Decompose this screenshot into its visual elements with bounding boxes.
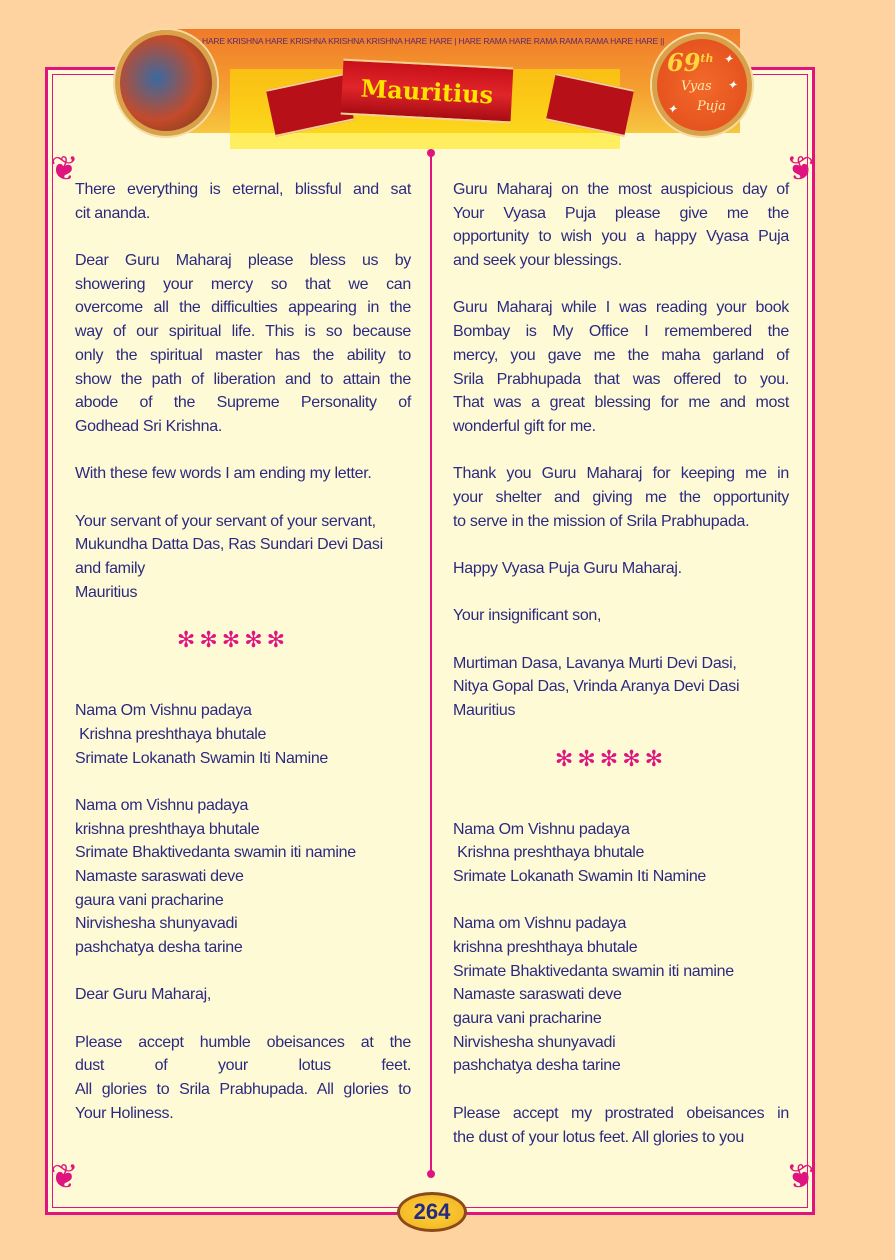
text-line: Srimate Lokanath Swamin Iti Namine bbox=[75, 749, 329, 767]
paragraph bbox=[453, 557, 789, 581]
paragraph bbox=[75, 699, 411, 770]
text-line: krishna preshthaya bhutale bbox=[75, 820, 260, 838]
text-line: gaura vani pracharine bbox=[453, 1010, 602, 1028]
text-line: Guru Maharaj while I was reading your book bbox=[453, 299, 789, 317]
text-line: and seek your blessings. bbox=[453, 252, 622, 270]
badge-line1: Vyas bbox=[681, 79, 712, 94]
text-line: Guru Maharaj on the most auspicious day of bbox=[453, 181, 789, 198]
text-line: Nirvishesha shunyavadi bbox=[75, 915, 238, 933]
text-line: Murtiman Dasa, Lavanya Murti Devi Dasi, bbox=[453, 654, 737, 672]
text-line: Krishna preshthaya bhutale bbox=[75, 725, 267, 743]
text-line: Godhead Sri Krishna. bbox=[75, 417, 222, 435]
right-column bbox=[453, 178, 789, 1173]
text-line: Mauritius bbox=[453, 702, 516, 720]
text-line: Your insignificant son, bbox=[453, 607, 602, 625]
text-line: Please accept humble obeisances at the bbox=[75, 1033, 411, 1051]
text-line: There everything is eternal, blissful and sat bbox=[75, 181, 411, 198]
paragraph bbox=[75, 462, 411, 486]
text-line: opportunity to wish you a happy Vyasa Puja bbox=[453, 228, 789, 246]
text-line: to serve in the mission of Srila Prabhupada. bbox=[453, 512, 750, 530]
text-line: With these few words I am ending my letter. bbox=[75, 465, 372, 483]
text-line: Nama om Vishnu padaya bbox=[75, 796, 249, 814]
sparkle-icon: ✦ bbox=[723, 52, 734, 66]
text-line: pashchatya desha tarine bbox=[453, 1057, 621, 1075]
text-line: Your Holiness. bbox=[75, 1104, 174, 1122]
separator-stars: ✻✻✻✻✻ bbox=[176, 627, 290, 653]
text-line: way of our spiritual life. This is so because bbox=[75, 323, 411, 341]
text-line: gaura vani pracharine bbox=[75, 891, 224, 909]
paragraph bbox=[453, 1102, 789, 1149]
text-line: Nirvishesha shunyavadi bbox=[453, 1033, 616, 1051]
text-line: pashchatya desha tarine bbox=[75, 939, 243, 957]
text-line: overcome all the difficulties appearing in the bbox=[75, 299, 411, 317]
sparkle-icon: ✦ bbox=[667, 102, 678, 116]
corner-flourish-icon: ❦ bbox=[50, 1158, 79, 1196]
text-line: Your servant of your servant of your servant, bbox=[75, 512, 376, 530]
mantra-text: HARE KRISHNA HARE KRISHNA KRISHNA KRISHNA HARE HARE | HARE RAMA HARE RAMA RAMA RAMA HARE HARE || bbox=[202, 36, 665, 46]
paragraph bbox=[453, 178, 789, 273]
text-line: Srimate Bhaktivedanta swamin iti namine bbox=[75, 844, 356, 862]
text-line: Nama om Vishnu padaya bbox=[453, 915, 627, 933]
text-line: Nama Om Vishnu padaya bbox=[75, 702, 252, 720]
paragraph bbox=[75, 983, 411, 1007]
text-line: the dust of your lotus feet. All glories to you bbox=[453, 1128, 744, 1146]
paragraph bbox=[453, 818, 789, 889]
badge-line2: Puja bbox=[697, 99, 726, 114]
paragraph bbox=[75, 794, 411, 960]
corner-flourish-icon: ❦ bbox=[50, 150, 79, 188]
text-line: Namaste saraswati deve bbox=[453, 986, 622, 1004]
paragraph bbox=[453, 462, 789, 533]
divider-dot bbox=[427, 1170, 435, 1178]
paragraph bbox=[453, 604, 789, 628]
paragraph bbox=[453, 912, 789, 1078]
text-line: mercy, you gave me the maha garland of bbox=[453, 346, 789, 364]
paragraph bbox=[75, 510, 411, 605]
vyas-puja-badge bbox=[652, 34, 752, 136]
separator-stars: ✻✻✻✻✻ bbox=[554, 745, 668, 771]
text-line: Nitya Gopal Das, Vrinda Aranya Devi Dasi bbox=[453, 678, 740, 696]
page-title: Mauritius bbox=[360, 73, 494, 109]
paragraph bbox=[75, 1031, 411, 1126]
text-line: Your Vyasa Puja please give me the bbox=[453, 204, 789, 222]
paragraph bbox=[453, 296, 789, 438]
text-line: Nama Om Vishnu padaya bbox=[453, 820, 630, 838]
left-column bbox=[75, 178, 411, 1149]
badge-number: 69 bbox=[667, 48, 701, 77]
text-line: Srila Prabhupada that was offered to you. bbox=[453, 370, 789, 388]
divider-dot bbox=[427, 149, 435, 157]
text-line: Dear Guru Maharaj please bless us by bbox=[75, 252, 411, 270]
text-line: Namaste saraswati deve bbox=[75, 867, 244, 885]
sparkle-icon: ✦ bbox=[727, 78, 738, 92]
text-line: Thank you Guru Maharaj for keeping me in bbox=[453, 465, 789, 483]
text-line: Krishna preshthaya bhutale bbox=[453, 844, 645, 862]
text-line: only the spiritual master has the ability to bbox=[75, 346, 411, 364]
text-line: Dear Guru Maharaj, bbox=[75, 986, 211, 1004]
paragraph bbox=[75, 178, 411, 225]
text-line: Srimate Lokanath Swamin Iti Namine bbox=[453, 867, 707, 885]
text-line: your shelter and giving me the opportunity bbox=[453, 488, 789, 506]
deity-photo-medallion bbox=[115, 30, 217, 136]
text-line: cit ananda. bbox=[75, 204, 150, 222]
corner-flourish-icon: ❦ bbox=[786, 150, 815, 188]
text-line: wonderful gift for me. bbox=[453, 417, 596, 435]
text-line: show the path of liberation and to attain the bbox=[75, 370, 411, 388]
title-ribbon bbox=[341, 59, 514, 124]
text-line: krishna preshthaya bhutale bbox=[453, 939, 638, 957]
text-line: showering your mercy so that we can bbox=[75, 275, 411, 293]
text-line: Mauritius bbox=[75, 583, 138, 601]
text-line: and family bbox=[75, 560, 145, 577]
paragraph bbox=[453, 652, 789, 723]
text-line: Happy Vyasa Puja Guru Maharaj. bbox=[453, 560, 682, 577]
text-line: abode of the Supreme Personality of bbox=[75, 394, 411, 412]
badge-suffix: th bbox=[700, 52, 714, 65]
text-line: Bombay is My Office I remembered the bbox=[453, 323, 789, 341]
page-number: 264 bbox=[397, 1192, 467, 1232]
text-line: dust of your lotus feet. bbox=[75, 1057, 411, 1075]
text-line: Srimate Bhaktivedanta swamin iti namine bbox=[453, 962, 734, 980]
text-line: Please accept my prostrated obeisances in bbox=[453, 1104, 789, 1122]
corner-flourish-icon: ❦ bbox=[786, 1158, 815, 1196]
column-divider bbox=[430, 152, 432, 1174]
paragraph bbox=[75, 249, 411, 439]
text-line: All glories to Srila Prabhupada. All glories to bbox=[75, 1081, 411, 1099]
text-line: Mukundha Datta Das, Ras Sundari Devi Dasi bbox=[75, 536, 383, 554]
text-line: That was a great blessing for me and most bbox=[453, 394, 789, 412]
